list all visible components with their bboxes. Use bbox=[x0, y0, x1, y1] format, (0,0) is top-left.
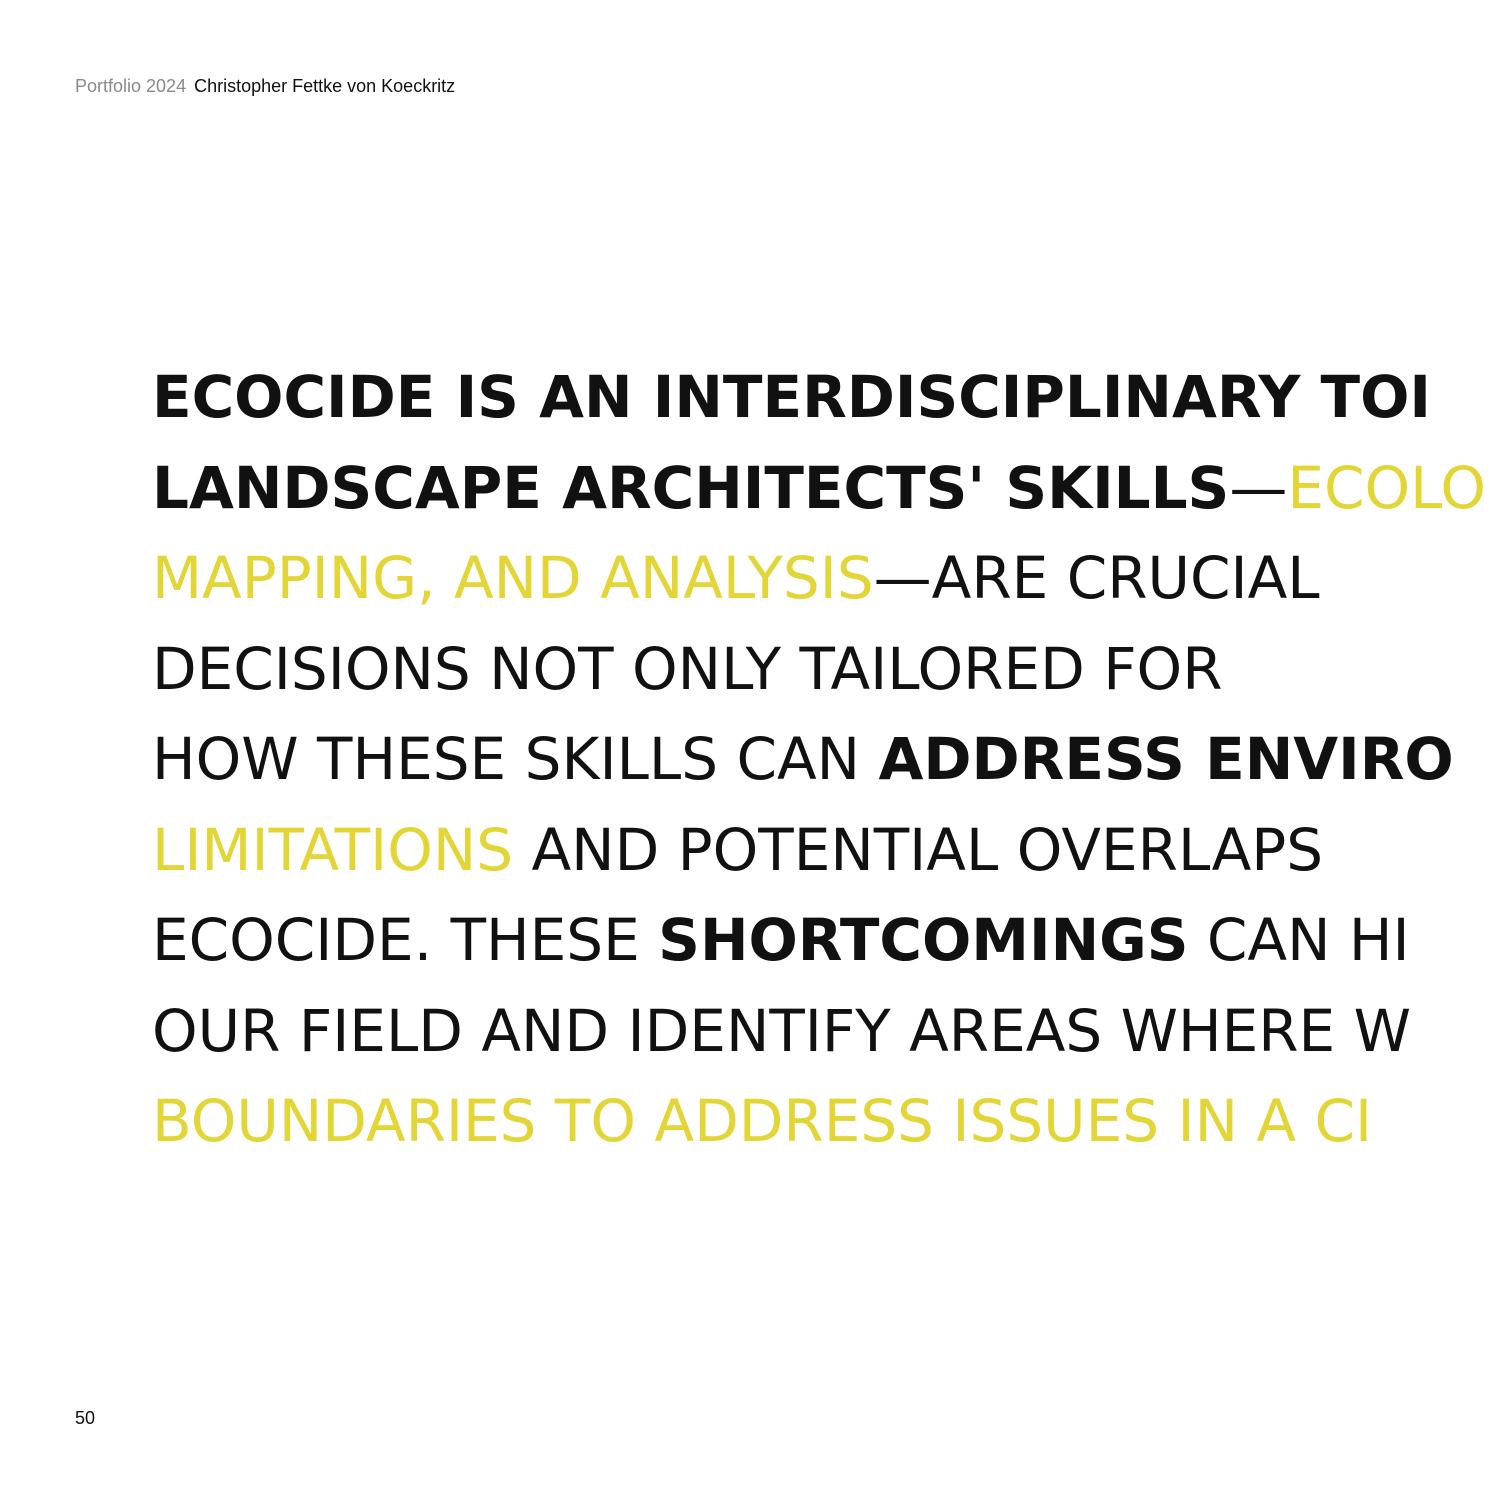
emphasized-phrase: ECOCIDE IS AN INTERDISCIPLINARY TOI bbox=[152, 363, 1431, 431]
highlighted-phrase: BOUNDARIES TO ADDRESS ISSUES IN A CI bbox=[152, 1087, 1373, 1155]
highlighted-phrase: MAPPING, AND ANALYSIS bbox=[152, 544, 874, 612]
statement-line bbox=[152, 714, 1503, 805]
page-number: 50 bbox=[75, 1408, 96, 1428]
statement-phrase: HOW THESE SKILLS CAN bbox=[152, 725, 879, 793]
statement-line bbox=[152, 1076, 1503, 1167]
author-name: Christopher Fettke von Koeckritz bbox=[194, 76, 456, 96]
highlighted-phrase: LIMITATIONS bbox=[152, 815, 514, 884]
statement-line bbox=[152, 624, 1503, 715]
highlighted-phrase: ECOLO bbox=[1287, 453, 1487, 522]
statement-text-block bbox=[152, 352, 1503, 1167]
statement-line bbox=[152, 895, 1503, 986]
statement-line bbox=[152, 805, 1503, 896]
statement-line bbox=[152, 352, 1503, 443]
statement-phrase: — bbox=[1229, 453, 1288, 522]
statement-line bbox=[152, 533, 1503, 624]
statement-line bbox=[152, 986, 1503, 1077]
statement-phrase: DECISIONS NOT ONLY TAILORED FOR bbox=[152, 634, 1223, 703]
emphasized-phrase: SHORTCOMINGS bbox=[658, 906, 1189, 974]
statement-phrase: CAN HI bbox=[1188, 906, 1410, 974]
emphasized-phrase: ADDRESS ENVIRO bbox=[878, 725, 1454, 793]
statement-phrase: OUR FIELD AND IDENTIFY AREAS WHERE W bbox=[152, 996, 1411, 1065]
statement-phrase: —ARE CRUCIAL bbox=[873, 544, 1320, 612]
statement-line bbox=[152, 443, 1503, 534]
emphasized-phrase: LANDSCAPE ARCHITECTS' SKILLS bbox=[152, 453, 1230, 522]
statement-phrase: AND POTENTIAL OVERLAPS bbox=[513, 815, 1324, 884]
page-header bbox=[75, 75, 455, 97]
portfolio-label: Portfolio 2024 bbox=[75, 76, 187, 96]
statement-phrase: ECOCIDE. THESE bbox=[152, 906, 659, 974]
